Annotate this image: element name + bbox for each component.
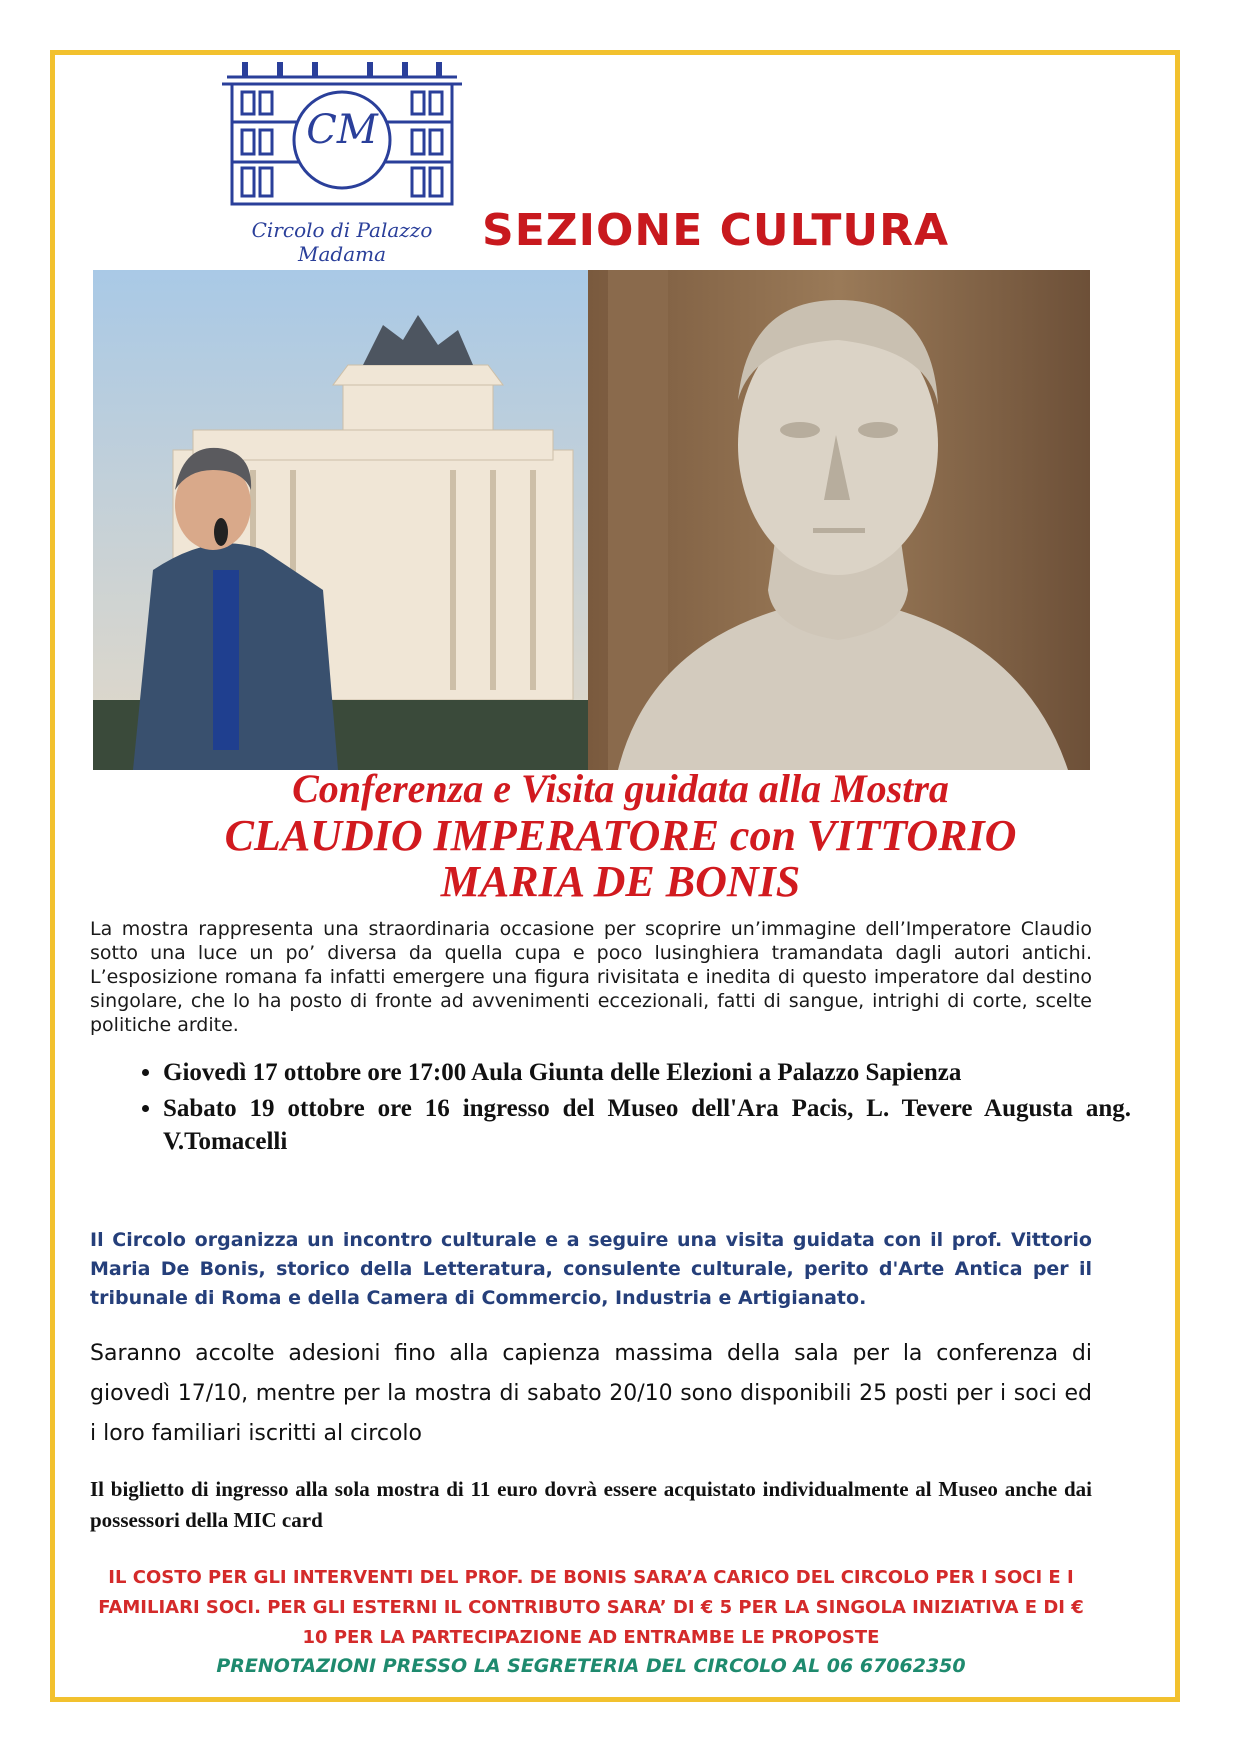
cost-notice <box>90 1563 1092 1653</box>
cost-line: IL COSTO PER GLI INTERVENTI DEL PROF. DE BONIS SARA’A CARICO DEL CIRCOLO PER I SOCI E I <box>108 1567 1074 1588</box>
logo-caption: Circolo di Palazzo Madama <box>251 218 433 266</box>
logo-monogram: CM <box>306 107 378 153</box>
headline-title-line2: MARIA DE BONIS <box>440 857 801 906</box>
headline-conference: Conferenza e Visita guidata alla Mostra <box>292 766 949 811</box>
event-item: • Giovedì 17 ottobre ore 17:00 Aula Giunta delle Elezioni a Palazzo Sapienza <box>163 1056 1131 1089</box>
speaker-photo <box>93 270 588 770</box>
cost-line: 10 PER LA PARTECIPAZIONE AD ENTRAMBE LE PROPOSTE <box>302 1627 880 1648</box>
intro-paragraph: La mostra rappresenta una straordinaria occasione per scoprire un’immagine dell’Imperatore Claudio sotto una luce un po’ diversa da quella cupa e poco lusinghiera tramandata dagli autori antichi. L’esposizione romana fa infatti emergere una figura rivisitata e inedita di questo imperatore dal destino singolare, che lo ha posto di fronte ad avvenimenti eccezionali, fatti di sangue, intrighi di corte, scelte politiche ardite. <box>90 918 1092 1036</box>
event-item: • Sabato 19 ottobre ore 16 ingresso del Museo dell'Ara Pacis, L. Tevere Augusta ang. V.Tomacelli <box>163 1092 1131 1158</box>
section-title: SEZIONE CULTURA <box>482 205 950 256</box>
booking-info: PRENOTAZIONI PRESSO LA SEGRETERIA DEL CIRCOLO AL 06 67062350 <box>216 1655 966 1677</box>
adhesion-paragraph: Saranno accolte adesioni fino alla capienza massima della sala per la conferenza di giovedì 17/10, mentre per la mostra di sabato 20/10 sono disponibili 25 posti per i soci ed i loro familiari iscritti al circolo <box>90 1341 1092 1446</box>
claudius-bust-photo <box>588 270 1090 770</box>
cost-line: FAMILIARI SOCI. PER GLI ESTERNI IL CONTRIBUTO SARA’ DI € 5 PER LA SINGOLA INIZIATIVA E DI € <box>98 1597 1084 1618</box>
ticket-paragraph: Il biglietto di ingresso alla sola mostra di 11 euro dovrà essere acquistato individualmente al Museo anche dai possessori della MIC card <box>90 1477 1092 1532</box>
organizer-paragraph: Il Circolo organizza un incontro culturale e a seguire una visita guidata con il prof. Vittorio Maria De Bonis, storico della Letteratura, consulente culturale, perito d'Arte Antica per il tribunale di Roma e della Camera di Commercio, Industria e Artigianato. <box>90 1229 1092 1309</box>
event-list <box>125 1056 1131 1161</box>
headline-title-line1: CLAUDIO IMPERATORE con VITTORIO <box>224 811 1017 860</box>
